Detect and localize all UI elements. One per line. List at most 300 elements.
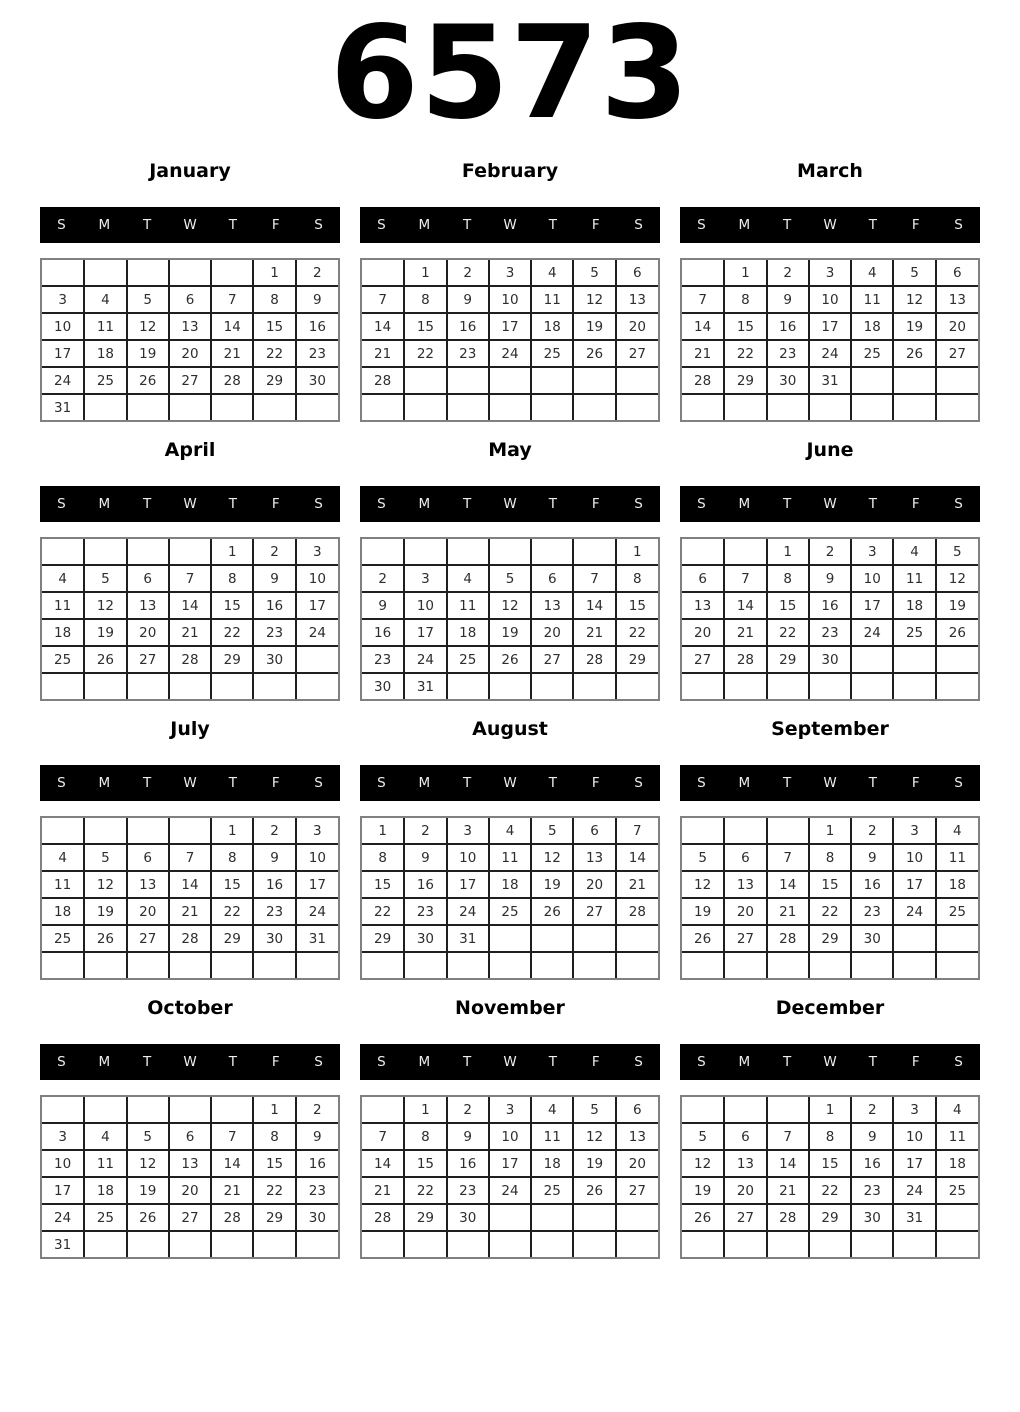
month-grid bbox=[360, 816, 660, 980]
weekday-label: W bbox=[823, 775, 837, 791]
day-cell: 19 bbox=[573, 1150, 615, 1177]
day-cell: 22 bbox=[404, 1177, 446, 1204]
weekday-label: F bbox=[271, 775, 280, 791]
day-cell: 13 bbox=[682, 592, 724, 619]
day-cell bbox=[362, 1231, 404, 1257]
day-cell bbox=[616, 1231, 658, 1257]
weekday-header-bar bbox=[360, 765, 660, 801]
day-cell: 3 bbox=[296, 539, 338, 565]
day-cell: 21 bbox=[767, 898, 809, 925]
day-cell bbox=[936, 394, 978, 420]
weekday-header-bar bbox=[40, 1044, 340, 1080]
day-cell: 14 bbox=[682, 313, 724, 340]
day-cell bbox=[296, 1231, 338, 1257]
day-cell: 14 bbox=[211, 1150, 253, 1177]
day-cell bbox=[362, 394, 404, 420]
day-cell: 15 bbox=[616, 592, 658, 619]
day-cell: 6 bbox=[724, 844, 766, 871]
day-cell: 23 bbox=[851, 898, 893, 925]
weekday-label: T bbox=[783, 496, 792, 512]
day-cell: 23 bbox=[447, 340, 489, 367]
week-row bbox=[362, 592, 658, 619]
day-cell: 29 bbox=[362, 925, 404, 952]
day-cell: 19 bbox=[84, 898, 126, 925]
day-cell: 24 bbox=[851, 619, 893, 646]
week-row bbox=[682, 539, 978, 565]
day-cell: 28 bbox=[362, 1204, 404, 1231]
day-cell: 2 bbox=[851, 818, 893, 844]
day-cell: 20 bbox=[616, 313, 658, 340]
day-cell: 26 bbox=[936, 619, 978, 646]
day-cell bbox=[573, 394, 615, 420]
weekday-label: T bbox=[548, 496, 557, 512]
day-cell: 17 bbox=[296, 871, 338, 898]
day-cell: 10 bbox=[42, 1150, 84, 1177]
weekday-label: T bbox=[868, 1054, 877, 1070]
weekday-label: T bbox=[548, 1054, 557, 1070]
day-cell: 22 bbox=[253, 1177, 295, 1204]
day-cell: 8 bbox=[404, 1123, 446, 1150]
day-cell: 7 bbox=[767, 1123, 809, 1150]
day-cell: 25 bbox=[489, 898, 531, 925]
weekday-label: T bbox=[783, 775, 792, 791]
day-cell bbox=[169, 260, 211, 286]
day-cell: 11 bbox=[489, 844, 531, 871]
day-cell: 11 bbox=[42, 871, 84, 898]
day-cell: 23 bbox=[447, 1177, 489, 1204]
weekday-label: M bbox=[418, 217, 431, 233]
weekday-label: S bbox=[377, 1054, 386, 1070]
day-cell: 19 bbox=[84, 619, 126, 646]
day-cell: 25 bbox=[42, 646, 84, 673]
day-cell bbox=[531, 673, 573, 699]
day-cell: 26 bbox=[127, 367, 169, 394]
weekday-label: M bbox=[738, 775, 751, 791]
weekday-label: T bbox=[228, 496, 237, 512]
day-cell: 13 bbox=[169, 313, 211, 340]
weekday-header-bar bbox=[40, 486, 340, 522]
day-cell: 3 bbox=[893, 818, 935, 844]
day-cell bbox=[724, 1097, 766, 1123]
day-cell: 2 bbox=[296, 1097, 338, 1123]
day-cell: 6 bbox=[616, 1097, 658, 1123]
day-cell: 3 bbox=[404, 565, 446, 592]
weekday-label: F bbox=[591, 217, 600, 233]
day-cell: 28 bbox=[211, 367, 253, 394]
day-cell bbox=[296, 673, 338, 699]
month-title: October bbox=[147, 997, 233, 1019]
day-cell: 18 bbox=[42, 898, 84, 925]
day-cell bbox=[936, 1204, 978, 1231]
day-cell bbox=[84, 952, 126, 978]
day-cell: 27 bbox=[616, 340, 658, 367]
day-cell: 10 bbox=[296, 844, 338, 871]
week-row bbox=[362, 313, 658, 340]
day-cell: 9 bbox=[809, 565, 851, 592]
day-cell bbox=[724, 1231, 766, 1257]
day-cell: 24 bbox=[489, 340, 531, 367]
weekday-label: F bbox=[271, 496, 280, 512]
weekday-label: W bbox=[183, 496, 197, 512]
day-cell bbox=[211, 1097, 253, 1123]
month-block bbox=[40, 995, 340, 1265]
day-cell: 3 bbox=[42, 1123, 84, 1150]
day-cell: 30 bbox=[362, 673, 404, 699]
day-cell: 21 bbox=[169, 619, 211, 646]
day-cell bbox=[169, 394, 211, 420]
day-cell: 15 bbox=[809, 1150, 851, 1177]
day-cell: 1 bbox=[362, 818, 404, 844]
day-cell bbox=[616, 673, 658, 699]
weekday-label: M bbox=[418, 775, 431, 791]
week-row bbox=[362, 871, 658, 898]
day-cell: 24 bbox=[893, 898, 935, 925]
weekday-header-bar bbox=[680, 207, 980, 243]
week-row bbox=[682, 313, 978, 340]
day-cell: 14 bbox=[767, 1150, 809, 1177]
day-cell: 9 bbox=[296, 1123, 338, 1150]
day-cell bbox=[851, 1231, 893, 1257]
week-row bbox=[42, 646, 338, 673]
month-title: February bbox=[461, 160, 559, 182]
day-cell: 25 bbox=[84, 1204, 126, 1231]
day-cell: 18 bbox=[893, 592, 935, 619]
day-cell bbox=[573, 1204, 615, 1231]
day-cell bbox=[489, 1204, 531, 1231]
month-grid bbox=[680, 816, 980, 980]
weekday-label: T bbox=[868, 775, 877, 791]
day-cell: 27 bbox=[682, 646, 724, 673]
weekday-label: S bbox=[697, 217, 706, 233]
day-cell bbox=[682, 673, 724, 699]
day-cell: 30 bbox=[809, 646, 851, 673]
day-cell bbox=[253, 394, 295, 420]
day-cell: 31 bbox=[296, 925, 338, 952]
day-cell bbox=[362, 539, 404, 565]
day-cell: 29 bbox=[809, 1204, 851, 1231]
day-cell: 18 bbox=[851, 313, 893, 340]
day-cell: 11 bbox=[893, 565, 935, 592]
weekday-label: T bbox=[463, 1054, 472, 1070]
day-cell bbox=[362, 1097, 404, 1123]
day-cell bbox=[211, 673, 253, 699]
day-cell: 24 bbox=[447, 898, 489, 925]
day-cell: 10 bbox=[447, 844, 489, 871]
day-cell: 14 bbox=[616, 844, 658, 871]
day-cell bbox=[616, 952, 658, 978]
day-cell bbox=[573, 673, 615, 699]
week-row bbox=[682, 1204, 978, 1231]
day-cell: 19 bbox=[893, 313, 935, 340]
day-cell: 11 bbox=[851, 286, 893, 313]
weekday-label: T bbox=[783, 217, 792, 233]
week-row bbox=[42, 871, 338, 898]
day-cell bbox=[893, 646, 935, 673]
day-cell: 9 bbox=[253, 565, 295, 592]
day-cell: 16 bbox=[809, 592, 851, 619]
day-cell bbox=[84, 673, 126, 699]
day-cell: 10 bbox=[851, 565, 893, 592]
weekday-label: M bbox=[98, 1054, 111, 1070]
day-cell: 20 bbox=[127, 619, 169, 646]
month-block bbox=[680, 716, 980, 986]
day-cell: 23 bbox=[767, 340, 809, 367]
day-cell: 19 bbox=[682, 898, 724, 925]
day-cell bbox=[809, 394, 851, 420]
day-cell: 9 bbox=[253, 844, 295, 871]
day-cell: 2 bbox=[447, 1097, 489, 1123]
week-row bbox=[682, 367, 978, 394]
week-row bbox=[362, 673, 658, 699]
day-cell: 16 bbox=[767, 313, 809, 340]
week-row bbox=[42, 1204, 338, 1231]
day-cell: 29 bbox=[724, 367, 766, 394]
week-row bbox=[362, 286, 658, 313]
day-cell: 28 bbox=[573, 646, 615, 673]
day-cell bbox=[447, 952, 489, 978]
weekday-label: T bbox=[463, 775, 472, 791]
day-cell bbox=[404, 1231, 446, 1257]
day-cell bbox=[767, 394, 809, 420]
days-table bbox=[682, 1097, 978, 1257]
day-cell: 18 bbox=[447, 619, 489, 646]
day-cell: 11 bbox=[936, 844, 978, 871]
day-cell: 7 bbox=[362, 286, 404, 313]
day-cell bbox=[489, 952, 531, 978]
day-cell: 25 bbox=[42, 925, 84, 952]
day-cell: 17 bbox=[809, 313, 851, 340]
weekday-label: S bbox=[634, 775, 643, 791]
day-cell: 5 bbox=[84, 844, 126, 871]
day-cell: 1 bbox=[404, 260, 446, 286]
day-cell: 11 bbox=[84, 313, 126, 340]
day-cell: 14 bbox=[767, 871, 809, 898]
day-cell: 15 bbox=[809, 871, 851, 898]
day-cell: 6 bbox=[573, 818, 615, 844]
day-cell: 1 bbox=[253, 260, 295, 286]
day-cell: 31 bbox=[893, 1204, 935, 1231]
day-cell bbox=[362, 952, 404, 978]
weekday-label: S bbox=[314, 217, 323, 233]
day-cell: 28 bbox=[211, 1204, 253, 1231]
weekday-label: S bbox=[634, 496, 643, 512]
day-cell: 24 bbox=[42, 1204, 84, 1231]
day-cell bbox=[893, 673, 935, 699]
day-cell bbox=[489, 673, 531, 699]
day-cell: 1 bbox=[253, 1097, 295, 1123]
day-cell bbox=[211, 1231, 253, 1257]
day-cell: 2 bbox=[447, 260, 489, 286]
day-cell: 16 bbox=[296, 1150, 338, 1177]
day-cell: 23 bbox=[253, 898, 295, 925]
day-cell: 16 bbox=[851, 871, 893, 898]
month-grid bbox=[360, 537, 660, 701]
day-cell: 22 bbox=[767, 619, 809, 646]
day-cell bbox=[767, 952, 809, 978]
day-cell: 27 bbox=[724, 1204, 766, 1231]
weekday-label: W bbox=[503, 217, 517, 233]
month-title: August bbox=[472, 718, 548, 740]
day-cell: 30 bbox=[253, 925, 295, 952]
day-cell: 26 bbox=[893, 340, 935, 367]
day-cell bbox=[767, 673, 809, 699]
day-cell bbox=[84, 1097, 126, 1123]
calendar-grid bbox=[0, 158, 1020, 1265]
day-cell: 15 bbox=[404, 313, 446, 340]
days-table bbox=[362, 260, 658, 420]
day-cell: 30 bbox=[767, 367, 809, 394]
day-cell: 1 bbox=[404, 1097, 446, 1123]
day-cell: 18 bbox=[489, 871, 531, 898]
month-title: January bbox=[149, 160, 231, 182]
day-cell bbox=[851, 394, 893, 420]
weekday-label: T bbox=[143, 496, 152, 512]
day-cell: 13 bbox=[169, 1150, 211, 1177]
week-row bbox=[362, 898, 658, 925]
week-row bbox=[682, 844, 978, 871]
week-row bbox=[42, 1123, 338, 1150]
day-cell: 5 bbox=[489, 565, 531, 592]
day-cell: 10 bbox=[489, 1123, 531, 1150]
week-row bbox=[42, 1150, 338, 1177]
day-cell: 19 bbox=[936, 592, 978, 619]
weekday-label: T bbox=[548, 217, 557, 233]
week-row bbox=[682, 818, 978, 844]
week-row bbox=[362, 952, 658, 978]
year-title: 6573 bbox=[329, 0, 691, 148]
day-cell: 27 bbox=[127, 925, 169, 952]
day-cell bbox=[169, 1097, 211, 1123]
day-cell: 10 bbox=[42, 313, 84, 340]
week-row bbox=[42, 619, 338, 646]
day-cell: 6 bbox=[127, 844, 169, 871]
day-cell bbox=[682, 1097, 724, 1123]
weekday-label: T bbox=[463, 217, 472, 233]
day-cell: 14 bbox=[169, 871, 211, 898]
day-cell: 1 bbox=[767, 539, 809, 565]
day-cell bbox=[616, 925, 658, 952]
weekday-label: W bbox=[183, 217, 197, 233]
day-cell bbox=[724, 818, 766, 844]
weekday-label: T bbox=[868, 217, 877, 233]
day-cell: 7 bbox=[169, 565, 211, 592]
weekday-label: M bbox=[98, 775, 111, 791]
day-cell: 8 bbox=[253, 1123, 295, 1150]
week-row bbox=[42, 844, 338, 871]
day-cell: 19 bbox=[531, 871, 573, 898]
day-cell bbox=[936, 925, 978, 952]
day-cell bbox=[893, 925, 935, 952]
day-cell: 15 bbox=[404, 1150, 446, 1177]
weekday-header-bar bbox=[680, 1044, 980, 1080]
day-cell: 24 bbox=[42, 367, 84, 394]
day-cell: 7 bbox=[169, 844, 211, 871]
day-cell bbox=[573, 367, 615, 394]
day-cell: 27 bbox=[127, 646, 169, 673]
day-cell bbox=[531, 925, 573, 952]
day-cell: 13 bbox=[127, 592, 169, 619]
weekday-header-bar bbox=[40, 765, 340, 801]
day-cell bbox=[404, 539, 446, 565]
day-cell: 16 bbox=[447, 313, 489, 340]
day-cell: 30 bbox=[253, 646, 295, 673]
day-cell: 17 bbox=[404, 619, 446, 646]
day-cell: 27 bbox=[169, 367, 211, 394]
day-cell: 3 bbox=[851, 539, 893, 565]
day-cell: 20 bbox=[169, 1177, 211, 1204]
day-cell bbox=[936, 646, 978, 673]
day-cell bbox=[253, 673, 295, 699]
day-cell: 21 bbox=[211, 1177, 253, 1204]
weekday-label: F bbox=[591, 496, 600, 512]
day-cell: 11 bbox=[531, 286, 573, 313]
day-cell: 31 bbox=[809, 367, 851, 394]
day-cell: 31 bbox=[447, 925, 489, 952]
day-cell: 4 bbox=[893, 539, 935, 565]
day-cell bbox=[127, 818, 169, 844]
day-cell: 3 bbox=[489, 260, 531, 286]
day-cell: 27 bbox=[573, 898, 615, 925]
day-cell bbox=[489, 1231, 531, 1257]
day-cell: 13 bbox=[616, 286, 658, 313]
day-cell: 28 bbox=[767, 1204, 809, 1231]
week-row bbox=[682, 340, 978, 367]
days-table bbox=[42, 1097, 338, 1257]
days-table bbox=[362, 1097, 658, 1257]
month-block bbox=[360, 158, 660, 428]
day-cell: 18 bbox=[936, 1150, 978, 1177]
day-cell: 14 bbox=[169, 592, 211, 619]
month-block bbox=[680, 437, 980, 707]
day-cell: 6 bbox=[616, 260, 658, 286]
month-title: November bbox=[455, 997, 565, 1019]
day-cell: 26 bbox=[531, 898, 573, 925]
day-cell bbox=[169, 673, 211, 699]
day-cell bbox=[169, 539, 211, 565]
day-cell bbox=[531, 367, 573, 394]
day-cell bbox=[296, 952, 338, 978]
day-cell bbox=[682, 818, 724, 844]
week-row bbox=[42, 818, 338, 844]
week-row bbox=[42, 260, 338, 286]
day-cell bbox=[404, 952, 446, 978]
day-cell: 2 bbox=[296, 260, 338, 286]
day-cell bbox=[489, 925, 531, 952]
day-cell: 29 bbox=[767, 646, 809, 673]
weekday-label: M bbox=[418, 1054, 431, 1070]
day-cell bbox=[253, 952, 295, 978]
day-cell: 9 bbox=[851, 1123, 893, 1150]
day-cell: 13 bbox=[616, 1123, 658, 1150]
day-cell: 17 bbox=[893, 1150, 935, 1177]
day-cell: 21 bbox=[211, 340, 253, 367]
day-cell: 6 bbox=[169, 1123, 211, 1150]
month-grid bbox=[40, 537, 340, 701]
day-cell: 9 bbox=[447, 286, 489, 313]
day-cell: 25 bbox=[447, 646, 489, 673]
day-cell bbox=[127, 260, 169, 286]
weekday-label: S bbox=[634, 1054, 643, 1070]
day-cell bbox=[893, 1231, 935, 1257]
day-cell: 17 bbox=[893, 871, 935, 898]
week-row bbox=[682, 1231, 978, 1257]
day-cell: 9 bbox=[362, 592, 404, 619]
day-cell: 28 bbox=[616, 898, 658, 925]
day-cell: 30 bbox=[296, 367, 338, 394]
day-cell bbox=[84, 818, 126, 844]
day-cell: 22 bbox=[404, 340, 446, 367]
day-cell: 24 bbox=[296, 898, 338, 925]
